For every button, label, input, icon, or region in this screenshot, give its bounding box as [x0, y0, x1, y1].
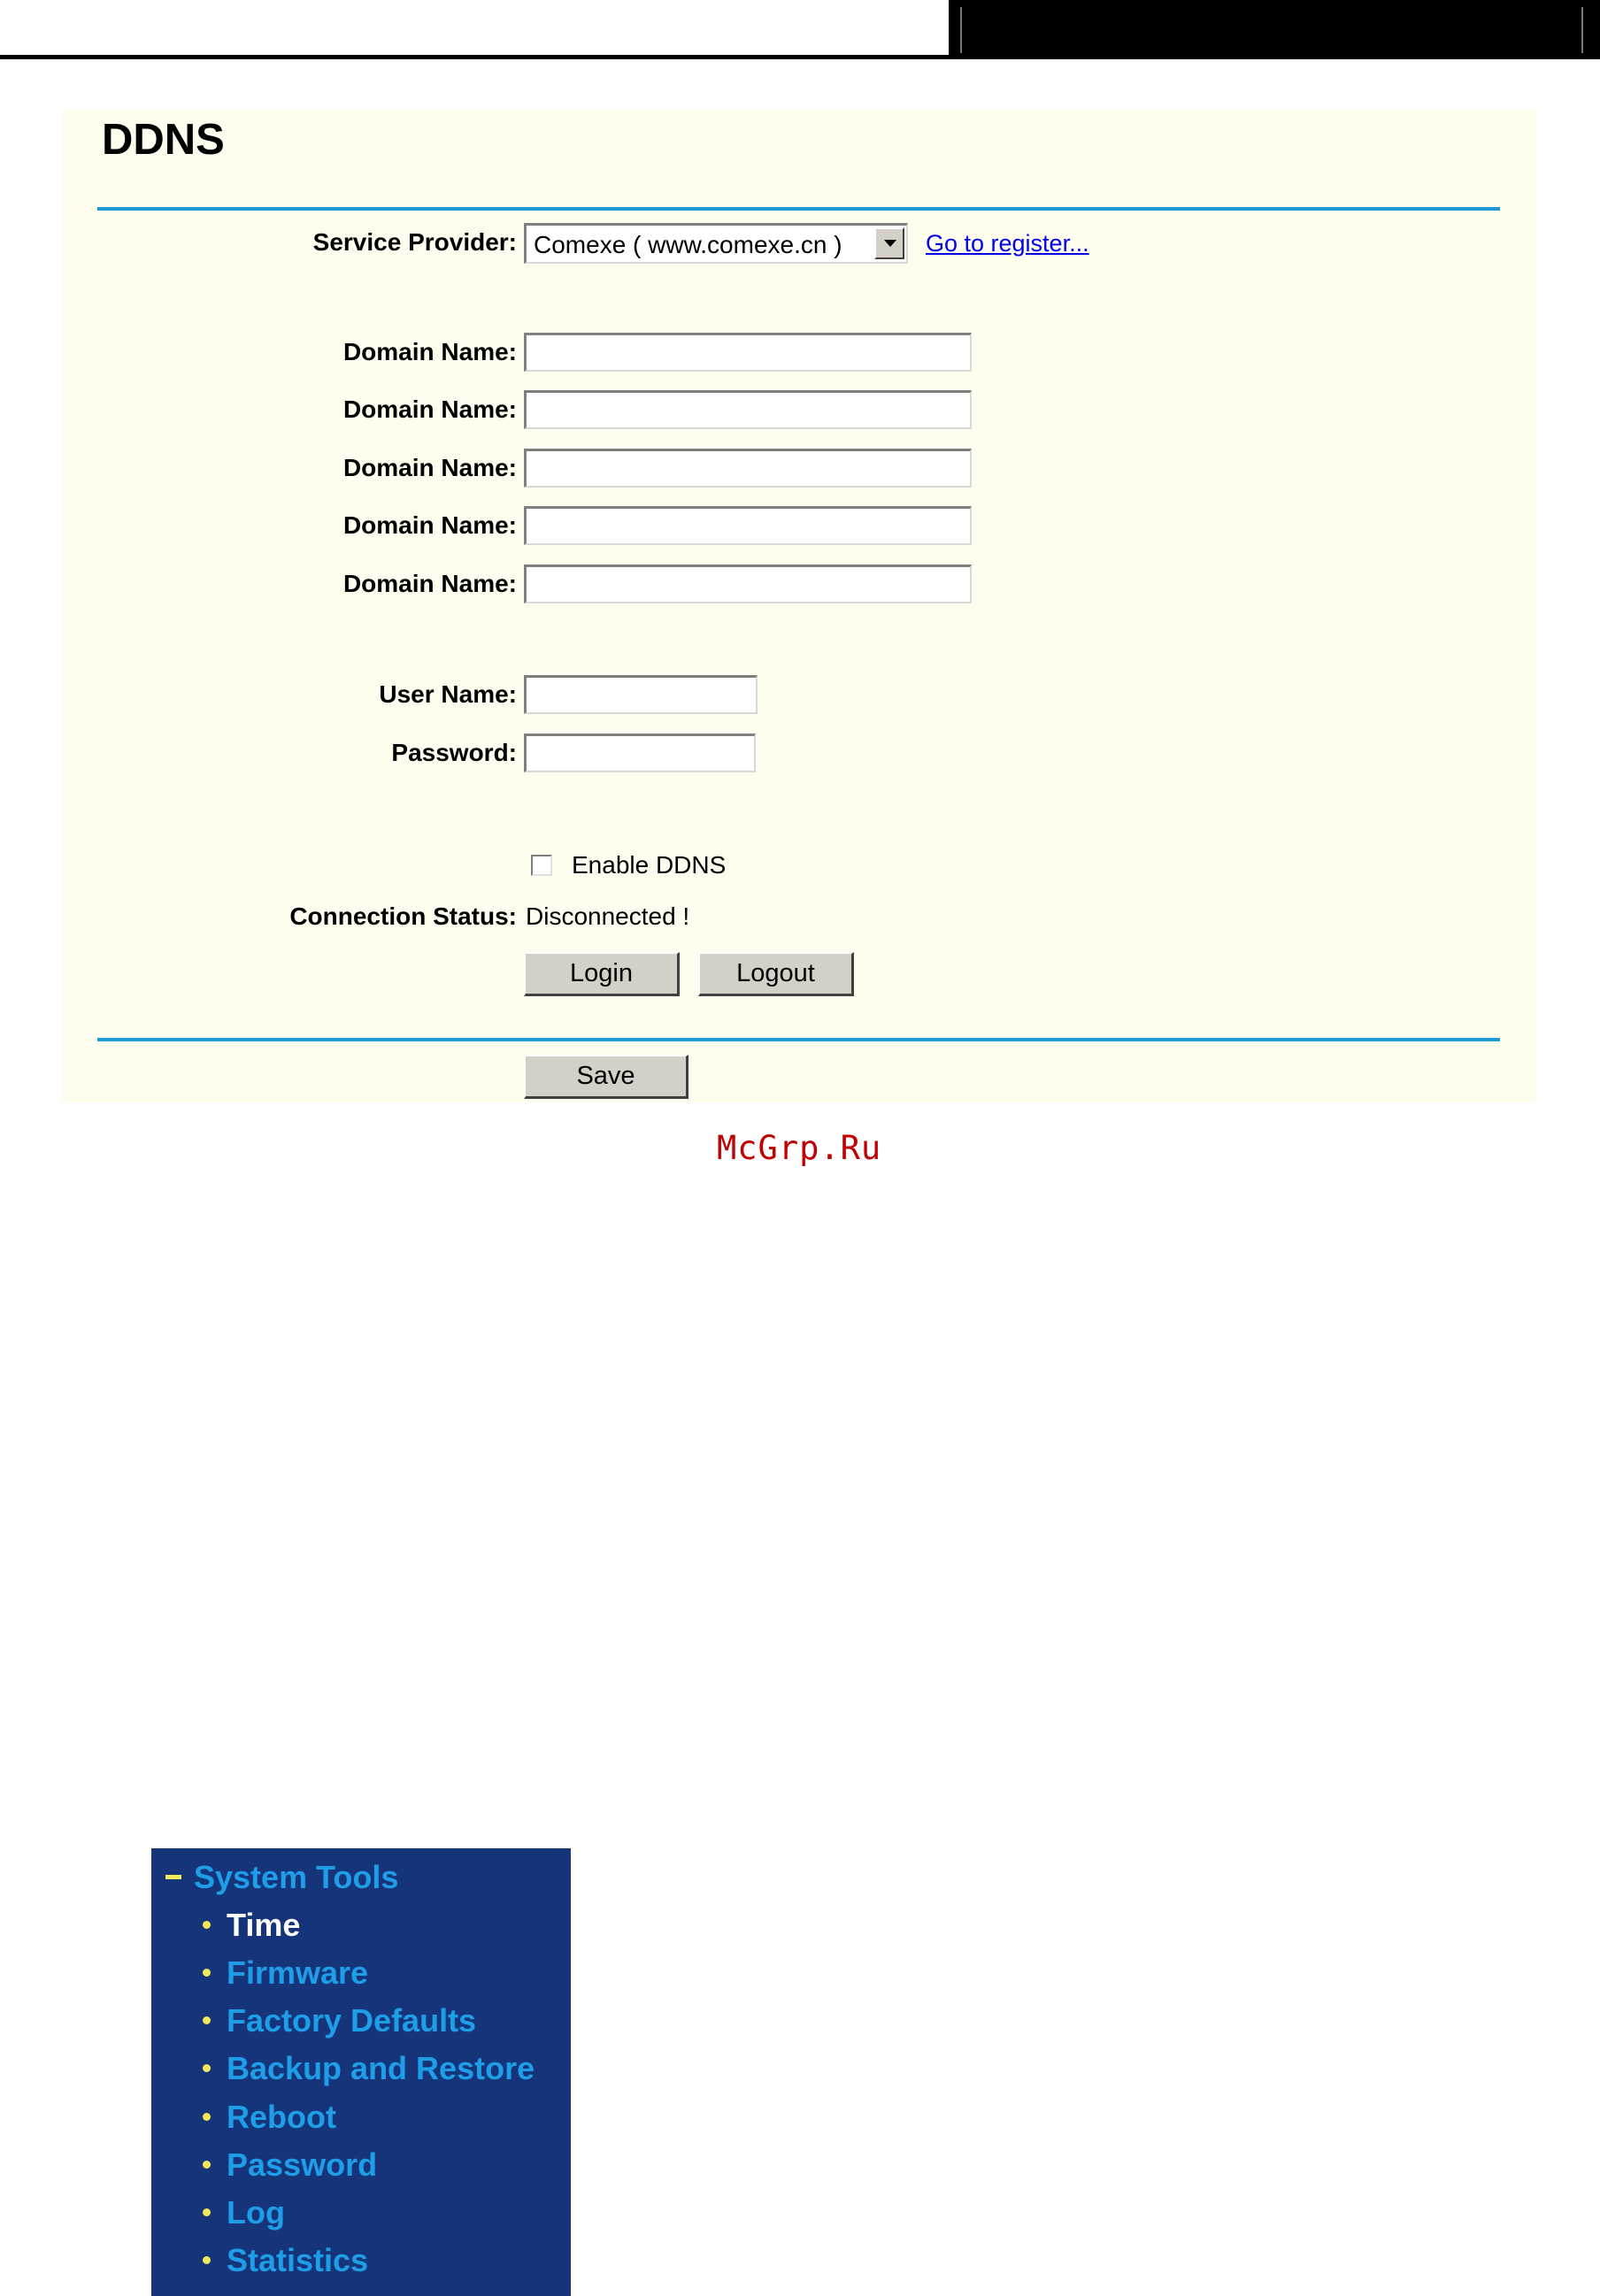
domain-name-input-4[interactable] — [524, 506, 972, 545]
service-provider-value: Comexe ( www.comexe.cn ) — [534, 231, 842, 258]
service-provider-select[interactable] — [524, 223, 908, 264]
password-input[interactable] — [524, 733, 756, 772]
menu-item-log[interactable] — [203, 2194, 285, 2231]
bullet-icon — [203, 1969, 211, 1977]
menu-item-backup-and-restore[interactable] — [203, 2050, 535, 2087]
top-divider — [97, 207, 1500, 211]
menu-item-label: Firmware — [227, 1954, 369, 1991]
bullet-icon — [203, 2113, 211, 2121]
domain-name-label: Domain Name: — [342, 511, 517, 539]
header-black-bar-inner — [960, 7, 1583, 53]
ddns-panel — [62, 110, 1536, 1102]
enable-ddns-checkbox[interactable] — [531, 855, 552, 876]
domain-name-input-2[interactable] — [524, 390, 972, 429]
logout-button[interactable]: Logout — [698, 952, 854, 996]
bullet-icon — [203, 2064, 211, 2072]
collapse-minus-icon — [165, 1875, 181, 1879]
domain-name-label: Domain Name: — [342, 570, 517, 597]
menu-item-reboot[interactable] — [203, 2099, 336, 2136]
system-tools-menu — [151, 1848, 571, 2296]
save-button[interactable]: Save — [524, 1055, 688, 1099]
domain-name-input-3[interactable] — [524, 449, 972, 488]
domain-name-input-5[interactable] — [524, 564, 972, 603]
menu-item-label: Reboot — [227, 2099, 336, 2135]
menu-header-system-tools[interactable] — [165, 1859, 398, 1896]
bullet-icon — [203, 2016, 211, 2024]
user-name-label: User Name: — [379, 680, 517, 708]
register-link[interactable]: Go to register... — [926, 230, 1089, 257]
bullet-icon — [203, 2208, 211, 2216]
menu-item-factory-defaults[interactable] — [203, 2002, 476, 2039]
domain-name-label: Domain Name: — [342, 454, 517, 481]
watermark-text: McGrp.Ru — [717, 1129, 882, 1167]
bullet-icon — [203, 2256, 211, 2264]
menu-item-label: Password — [227, 2146, 378, 2183]
chevron-down-icon[interactable] — [874, 227, 904, 259]
menu-item-password[interactable] — [203, 2146, 377, 2184]
menu-item-label: Time — [227, 1907, 301, 1943]
user-name-input[interactable] — [524, 675, 758, 714]
domain-name-label: Domain Name: — [342, 338, 517, 365]
password-label: Password: — [391, 739, 517, 766]
service-provider-label: Service Provider: — [312, 228, 517, 256]
menu-item-label: Log — [227, 2194, 285, 2231]
menu-item-statistics[interactable] — [203, 2242, 368, 2279]
connection-status-label: Connection Status: — [289, 902, 517, 930]
login-button[interactable]: Login — [524, 952, 680, 996]
domain-name-input-1[interactable] — [524, 333, 972, 372]
connection-status-value: Disconnected ! — [526, 902, 690, 930]
bullet-icon — [203, 2161, 211, 2169]
menu-item-firmware[interactable] — [203, 1954, 368, 1992]
bottom-divider — [97, 1038, 1500, 1041]
bullet-icon — [203, 1921, 211, 1929]
menu-header-label: System Tools — [194, 1859, 399, 1895]
page-title: DDNS — [102, 116, 225, 164]
menu-item-time[interactable] — [203, 1907, 300, 1944]
menu-item-label: Statistics — [227, 2242, 369, 2278]
domain-name-label: Domain Name: — [342, 395, 517, 423]
menu-item-label: Factory Defaults — [227, 2002, 477, 2039]
enable-ddns-label: Enable DDNS — [572, 851, 727, 879]
menu-item-label: Backup and Restore — [227, 2050, 535, 2086]
